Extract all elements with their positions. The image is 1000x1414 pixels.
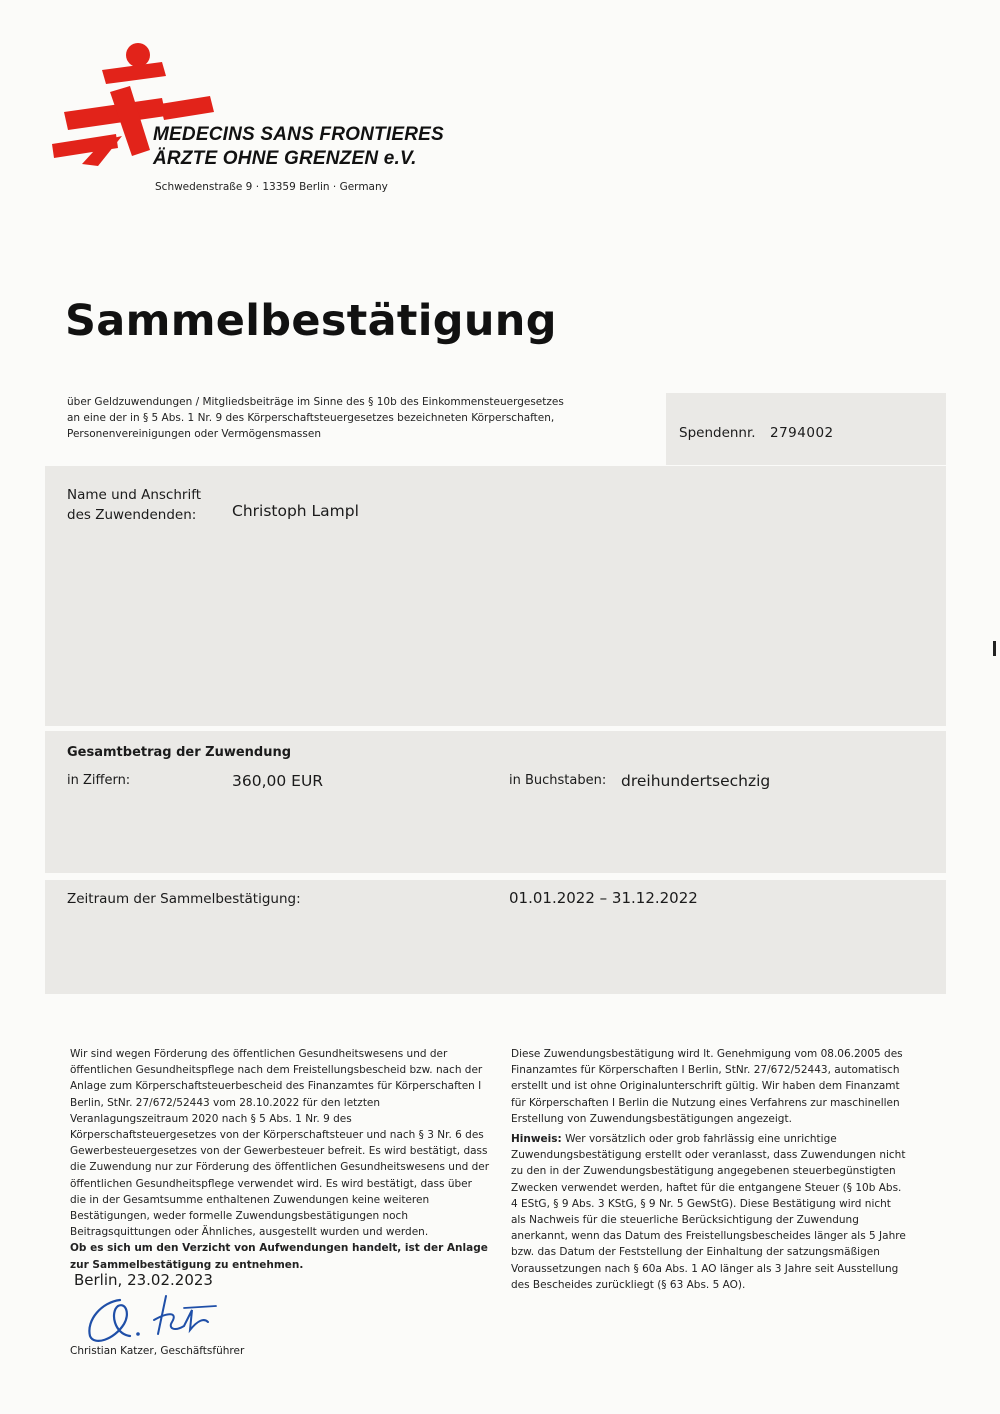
spendennr-value: 2794002 (770, 425, 834, 441)
place-date: Berlin, 23.02.2023 (74, 1271, 213, 1289)
period-label: Zeitraum der Sammelbestätigung: (67, 891, 301, 907)
legal-left-text: Wir sind wegen Förderung des öffentlichen Gesundheitswesens und der öffentlichen Gesundheitspflege nach dem Freistellungsbescheid bzw. nach der Anlage zum Körperschaftsteuerbescheid des Finanzamtes für Körperschaften I Berlin, StNr. 27/672/52443 vom 28.10.2022 für den letzten Veranlagungszeitraum 2020 nach § 5 Abs. 1 Nr. 9 des Körperschaftsteuergesetzes von der Körperschaftsteuer und nach § 3 Nr. 6 des Gewerbesteuergesetzes von der Gewerbesteuer befreit. Es wird bestätigt, dass die Zuwendung nur zur Förderung des öffentlichen Gesundheitswesens und der öffentlichen Gesundheitspflege verwendet wird. Es wird bestätigt, dass über die in der Gesamtsumme enthaltenen Zuwendungen keine weiteren Bestätigungen, weder formelle Zuwendungsbestätigungen noch Beitragsquittungen oder Ähnliches, ausgestellt wurden und werden. (70, 1048, 490, 1239)
hinweis-label: Hinweis: (511, 1133, 562, 1146)
intro-line: über Geldzuwendungen / Mitgliedsbeiträge im Sinne des § 10b des Einkommensteuergesetzes (67, 396, 564, 408)
signer-name: Christian Katzer, Geschäftsführer (70, 1345, 245, 1357)
scan-edge-mark (993, 641, 996, 656)
document-title: Sammelbestätigung (65, 296, 557, 346)
spendennr-label: Spendennr. (679, 425, 756, 441)
org-address: Schwedenstraße 9 · 13359 Berlin · Germany (155, 181, 388, 193)
donor-name: Christoph Lampl (232, 502, 359, 520)
legal-right-column (511, 1046, 906, 1293)
period-value: 01.01.2022 – 31.12.2022 (509, 889, 698, 907)
legal-left-column (70, 1046, 490, 1273)
hinweis-paragraph (511, 1131, 906, 1293)
hinweis-text: Wer vorsätzlich oder grob fahrlässig eine unrichtige Zuwendungsbestätigung erstellt oder veranlasst, dass Zuwendungen nicht zu den in der Zuwendungsbestätigung angegebenen steuerbegünstigten Zwecken verwendet werden, haftet für die entgangene Steuer (§ 10b Abs. 4 EStG, § 9 Abs. 3 KStG, § 9 Nr. 5 GewStG). Diese Bestätigung wird nicht als Nachweis für die steuerliche Berücksichtigung der Zuwendung anerkannt, wenn das Datum des Freistellungsbescheides länger als 5 Jahre bzw. das Datum der Feststellung der Einhaltung der satzungsmäßigen Voraussetzungen nach § 60a Abs. 1 AO länger als 3 Jahre seit Ausstellung des Bescheides zurückliegt (§ 63 Abs. 5 AO). (511, 1133, 906, 1291)
legal-left-bold: Ob es sich um den Verzicht von Aufwendungen handelt, ist der Anlage zur Sammelbestätigung zu entnehmen. (70, 1242, 488, 1271)
signature-icon (80, 1290, 240, 1352)
intro-line: an eine der in § 5 Abs. 1 Nr. 9 des Körperschaftsteuergesetzes bezeichneten Körperschaften, (67, 412, 555, 424)
org-name-line2: ÄRZTE OHNE GRENZEN e.V. (153, 148, 417, 169)
amount-title: Gesamtbetrag der Zuwendung (67, 745, 292, 760)
amount-words-value: dreihundertsechzig (621, 772, 771, 790)
donor-label (67, 485, 237, 525)
org-name-line1: MEDECINS SANS FRONTIERES (153, 124, 444, 145)
amount-words-label: in Buchstaben: (509, 773, 607, 788)
donor-label-line1: Name und Anschrift (67, 487, 202, 503)
intro-text (67, 394, 567, 442)
amount-digits-value: 360,00 EUR (232, 772, 324, 790)
amount-digits-label: in Ziffern: (67, 773, 131, 788)
donor-label-line2: des Zuwendenden: (67, 507, 197, 523)
legal-right-text: Diese Zuwendungsbestätigung wird lt. Genehmigung vom 08.06.2005 des Finanzamtes für Körperschaften I Berlin, StNr. 27/672/52443, automatisch erstellt und ist ohne Originalunterschrift gültig. Wir haben dem Finanzamt für Körperschaften I Berlin die Nutzung eines Verfahrens zur maschinellen Erstellung von Zuwendungsbestätigungen angezeigt. (511, 1048, 903, 1125)
intro-line: Personenvereinigungen oder Vermögensmassen (67, 428, 321, 440)
